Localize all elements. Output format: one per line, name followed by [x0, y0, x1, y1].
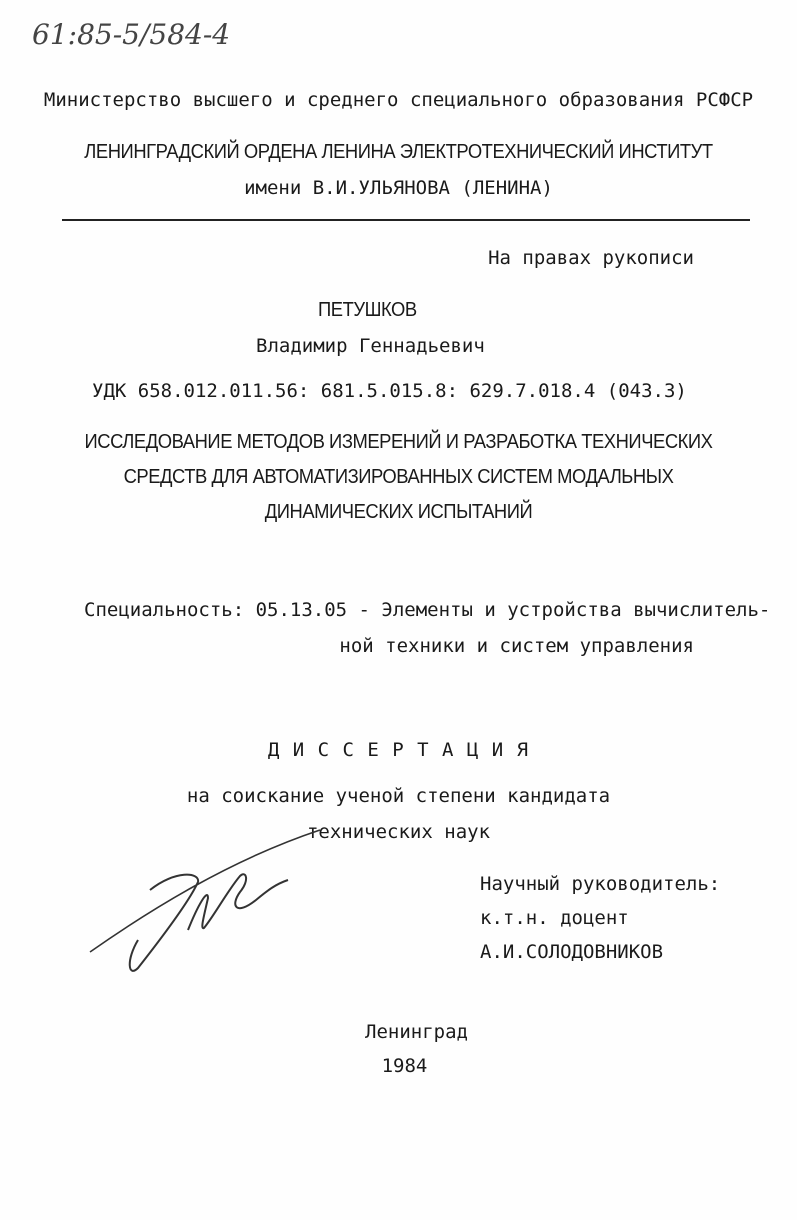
thesis-title-line-3: ДИНАМИЧЕСКИХ ИСПЫТАНИЙ [264, 501, 533, 523]
document-type: Д И С С Е Р Т А Ц И Я [267, 739, 530, 761]
degree-line-1: на соискание ученой степени кандидата [186, 785, 611, 807]
year: 1984 [381, 1055, 428, 1077]
author-surname: ПЕТУШКОВ [318, 299, 417, 321]
handwritten-archive-mark [30, 14, 280, 54]
svg-text:61:85-5/584-4: 61:85-5/584-4 [32, 18, 231, 51]
degree-line-2: технических наук [306, 821, 491, 843]
city: Ленинград [365, 1021, 468, 1043]
institute-name: ЛЕНИНГРАДСКИЙ ОРДЕНА ЛЕНИНА ЭЛЕКТРОТЕХНИЧЕСКИЙ ИНСТИТУТ [84, 141, 713, 163]
supervisor-degree: к.т.н. доцент [480, 907, 629, 929]
supervisor-name: А.И.СОЛОДОВНИКОВ [480, 941, 664, 963]
author-name: Владимир Геннадьевич [256, 335, 485, 357]
ministry-name: Министерство высшего и среднего специального образования РСФСР [43, 89, 754, 111]
supervisor-label: Научный руководитель: [480, 873, 721, 895]
thesis-title-line-2: СРЕДСТВ ДЛЯ АВТОМАТИЗИРОВАННЫХ СИСТЕМ МОДАЛЬНЫХ [123, 466, 674, 488]
manuscript-note: На правах рукописи [488, 247, 694, 269]
signature [80, 820, 400, 980]
specialty-line-1: Специальность: 05.13.05 - Элементы и устройства вычислитель- [84, 599, 771, 621]
specialty-line-2: ной техники и систем управления [339, 635, 694, 657]
institute-subtitle: имени В.И.УЛЬЯНОВА (ЛЕНИНА) [244, 177, 553, 199]
header-divider [62, 219, 750, 221]
thesis-title-line-1: ИССЛЕДОВАНИЕ МЕТОДОВ ИЗМЕРЕНИЙ И РАЗРАБОТКА ТЕХНИЧЕСКИХ [84, 431, 713, 453]
udc-code: УДК 658.012.011.56: 681.5.015.8: 629.7.018.4 (043.3) [92, 380, 687, 402]
